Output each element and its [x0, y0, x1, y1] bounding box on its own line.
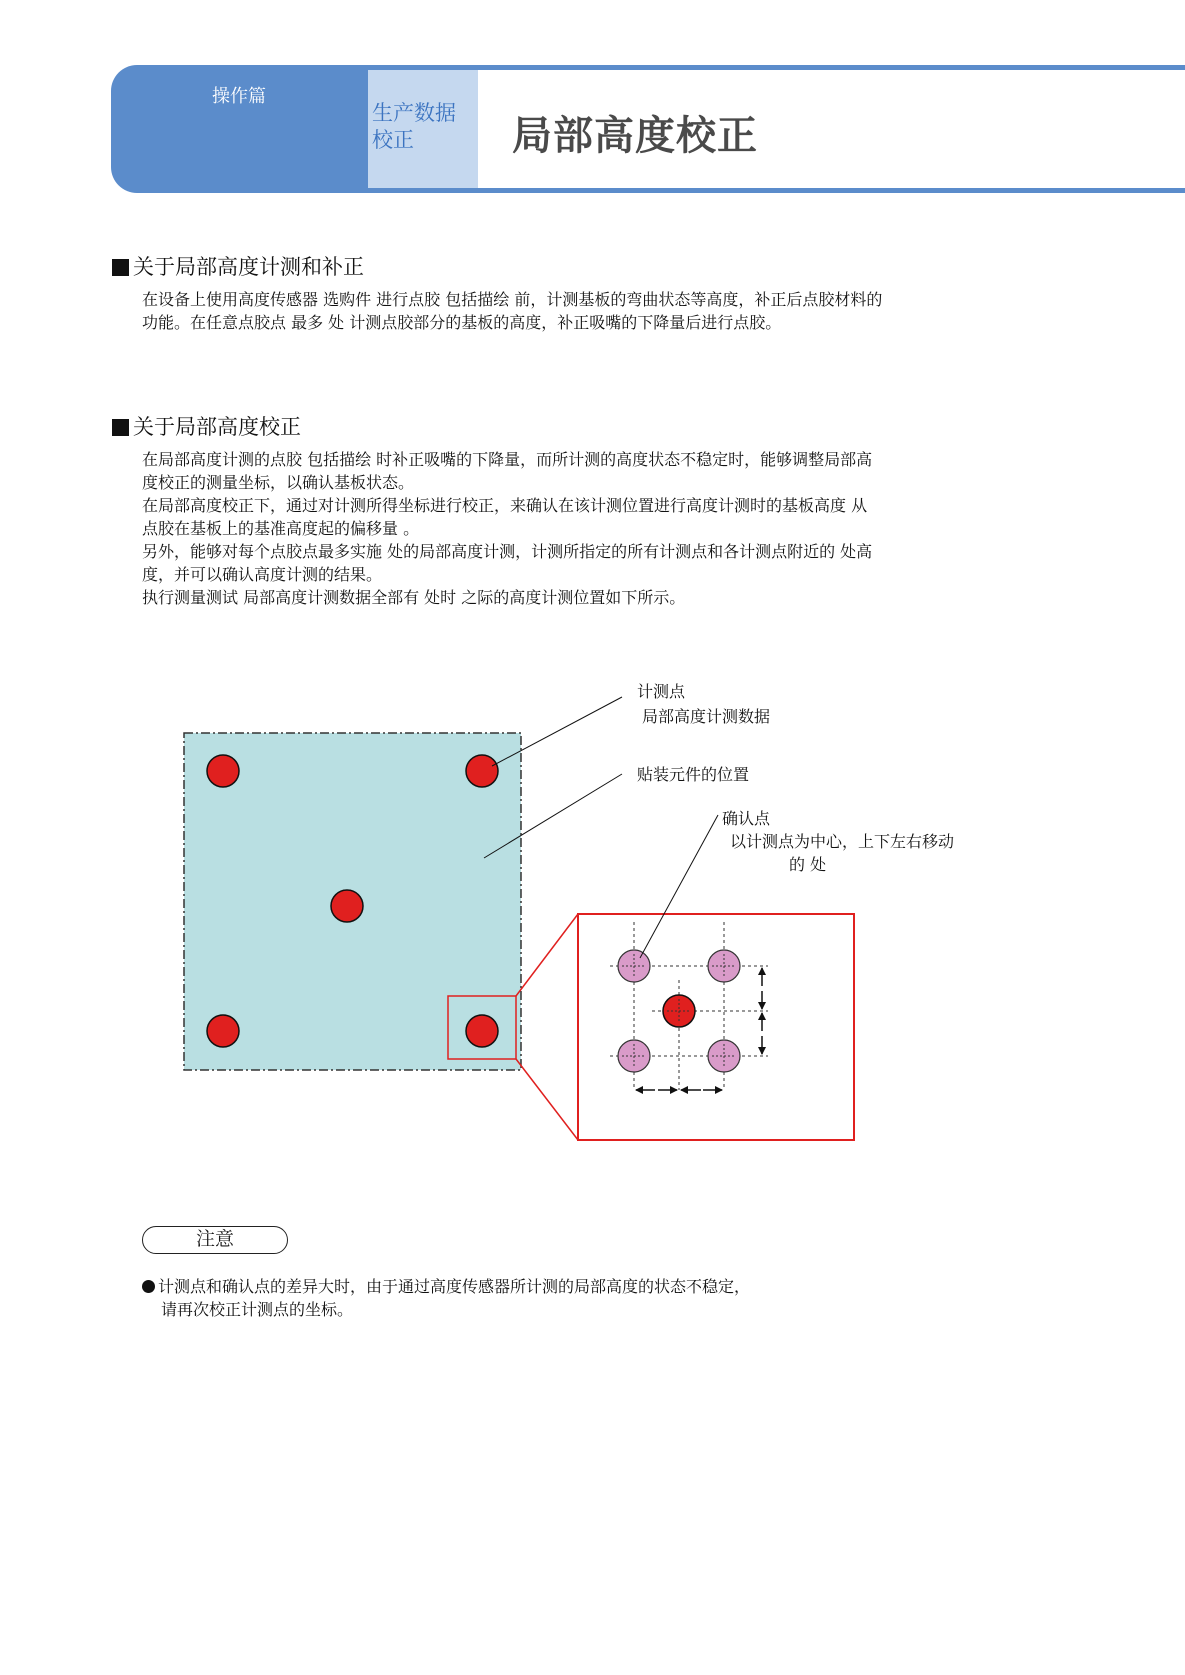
note-body	[142, 1275, 750, 1321]
measure-point	[207, 755, 239, 787]
section1-line: 功能。在任意点胶点 最多 处 计测点胶部分的基板的高度，补正吸嘴的下降量后进行点胶。	[142, 313, 782, 332]
header-subsection-line2: 校正	[372, 128, 414, 152]
page-title: 局部高度校正	[512, 113, 758, 159]
header-section-label: 操作篇	[212, 86, 266, 107]
section2-line: 在局部高度校正下，通过对计测所得坐标进行校正，来确认在该计测位置进行高度计测时的基板高度 从	[142, 496, 868, 515]
note-line1-text: 计测点和确认点的差异大时，由于通过高度传感器所计测的局部高度的状态不稳定，	[158, 1277, 751, 1296]
section2-line: 度，并可以确认高度计测的结果。	[142, 565, 383, 584]
measure-point	[466, 755, 498, 787]
section2-line: 另外，能够对每个点胶点最多实施 处的局部高度计测，计测所指定的所有计测点和各计测点附近的 处高	[142, 542, 873, 561]
section2-line: 度校正的测量坐标，以确认基板状态。	[142, 473, 415, 492]
section1-line: 在设备上使用高度传感器 选购件 进行点胶 包括描绘 前，计测基板的弯曲状态等高度，补正后点胶材料的	[142, 290, 883, 309]
label-measure-data: 局部高度计测数据	[642, 707, 771, 726]
section2-line: 点胶在基板上的基准高度起的偏移量 。	[142, 519, 420, 538]
section2-line: 执行测量测试 局部高度计测数据全部有 处时 之际的高度计测位置如下所示。	[142, 588, 686, 607]
label-confirm-desc1: 以计测点为中心，上下左右移动	[730, 832, 955, 851]
label-component-position: 贴装元件的位置	[637, 765, 750, 784]
section2-heading-text: 关于局部高度校正	[133, 415, 301, 439]
label-confirm-desc2: 的 处	[789, 855, 827, 874]
label-confirm-point: 确认点	[722, 809, 771, 828]
zoom-frame	[578, 914, 854, 1140]
zoom-connector-bottom	[516, 1059, 578, 1140]
label-measure-point: 计测点	[637, 682, 686, 701]
leader-measure-point	[492, 697, 622, 766]
measure-point	[331, 890, 363, 922]
note-line2: 请再次校正计测点的坐标。	[161, 1300, 354, 1319]
zoom-connector-top	[516, 914, 578, 996]
note-line1	[142, 1275, 750, 1298]
note-label: 注意	[142, 1226, 288, 1254]
bullet-icon	[142, 1280, 155, 1293]
section2-line: 在局部高度计测的点胶 包括描绘 时补正吸嘴的下降量，而所计测的高度状态不稳定时，能够调整局部高	[142, 450, 873, 469]
measure-point	[466, 1015, 498, 1047]
section1-heading-text: 关于局部高度计测和补正	[133, 255, 364, 279]
header-subsection-line1: 生产数据	[372, 101, 456, 125]
measure-point	[207, 1015, 239, 1047]
